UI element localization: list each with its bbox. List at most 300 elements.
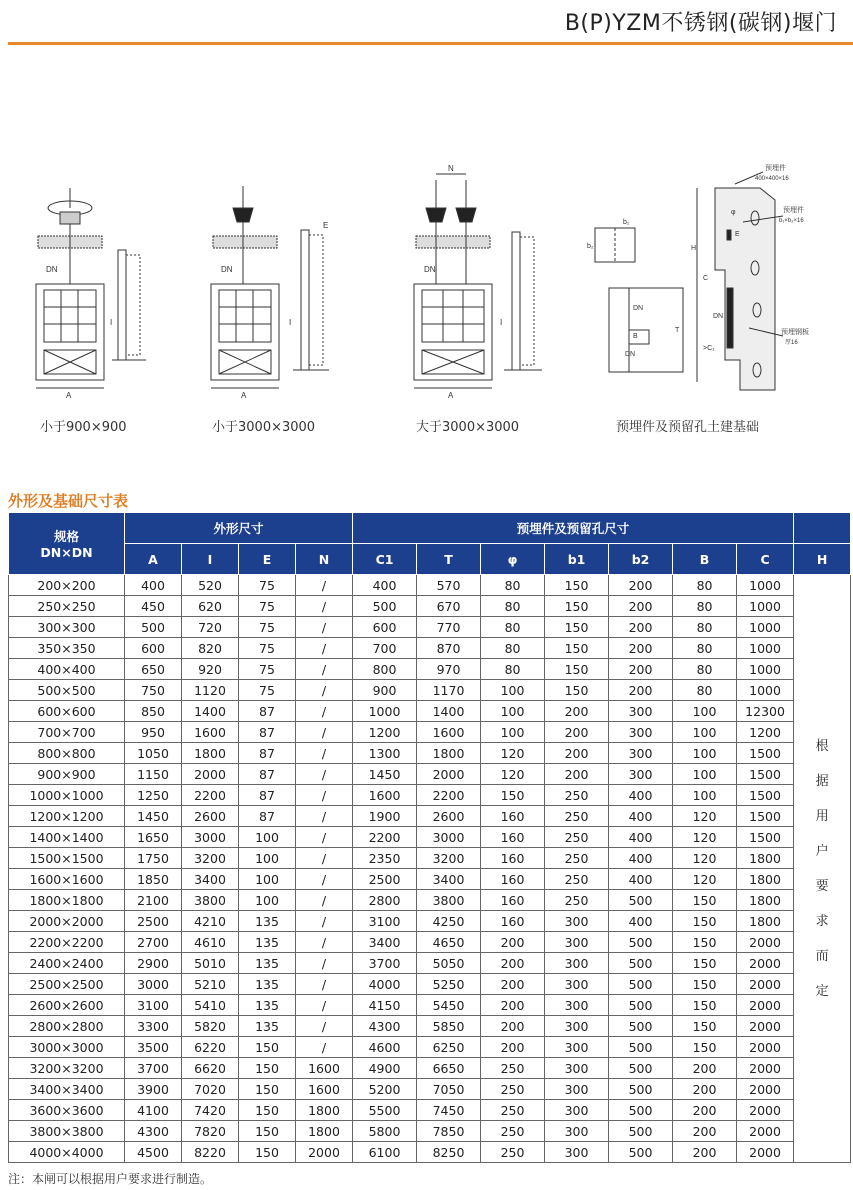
value-cell: 200 xyxy=(673,1142,737,1163)
value-cell: 7020 xyxy=(182,1079,239,1100)
label-plate-size: 厚16 xyxy=(785,340,798,346)
spec-cell: 250×250 xyxy=(9,596,125,617)
value-cell: 135 xyxy=(239,911,296,932)
value-cell: 75 xyxy=(239,575,296,596)
value-cell: 300 xyxy=(545,1037,609,1058)
spec-cell: 3600×3600 xyxy=(9,1100,125,1121)
diagram-foundation xyxy=(585,160,815,400)
value-cell: 120 xyxy=(481,764,545,785)
table-row xyxy=(9,638,851,659)
col-header-a: A xyxy=(125,544,182,575)
table-row xyxy=(9,764,851,785)
spec-cell: 3000×3000 xyxy=(9,1037,125,1058)
value-cell: / xyxy=(296,911,353,932)
table-row xyxy=(9,974,851,995)
value-cell: 4150 xyxy=(353,995,417,1016)
value-cell: 100 xyxy=(673,785,737,806)
value-cell: 200 xyxy=(481,995,545,1016)
value-cell: 2000 xyxy=(737,1058,794,1079)
value-cell: 150 xyxy=(239,1142,296,1163)
value-cell: 100 xyxy=(481,680,545,701)
value-cell: 1800 xyxy=(737,890,794,911)
value-cell: 2200 xyxy=(417,785,481,806)
value-cell: 1500 xyxy=(737,743,794,764)
value-cell: / xyxy=(296,722,353,743)
group-outer-header: 外形尺寸 xyxy=(125,513,353,544)
value-cell: 500 xyxy=(609,974,673,995)
value-cell: 2900 xyxy=(125,953,182,974)
spec-cell: 600×600 xyxy=(9,701,125,722)
value-cell: 1000 xyxy=(737,680,794,701)
table-row xyxy=(9,1100,851,1121)
spec-header xyxy=(9,513,125,575)
value-cell: 3400 xyxy=(417,869,481,890)
value-cell: 770 xyxy=(417,617,481,638)
value-cell: 2000 xyxy=(737,1016,794,1037)
value-cell: 2000 xyxy=(737,953,794,974)
table-row xyxy=(9,953,851,974)
value-cell: 100 xyxy=(673,701,737,722)
value-cell: 400 xyxy=(609,869,673,890)
label-dn: DN xyxy=(221,265,233,274)
label-i: I xyxy=(500,318,503,327)
label-dn: DN xyxy=(46,265,58,274)
value-cell: / xyxy=(296,848,353,869)
value-cell: 100 xyxy=(239,890,296,911)
value-cell: 150 xyxy=(545,596,609,617)
value-cell: 2000 xyxy=(417,764,481,785)
value-cell: 200 xyxy=(609,680,673,701)
value-cell: 250 xyxy=(545,806,609,827)
value-cell: 80 xyxy=(673,680,737,701)
value-cell: 300 xyxy=(545,911,609,932)
value-cell: 4600 xyxy=(353,1037,417,1058)
value-cell: 1200 xyxy=(737,722,794,743)
spec-table xyxy=(8,512,851,1163)
spec-cell: 200×200 xyxy=(9,575,125,596)
value-cell: 80 xyxy=(673,575,737,596)
value-cell: 80 xyxy=(673,638,737,659)
value-cell: / xyxy=(296,659,353,680)
value-cell: 80 xyxy=(481,596,545,617)
value-cell: 250 xyxy=(481,1100,545,1121)
spec-cell: 800×800 xyxy=(9,743,125,764)
value-cell: 2000 xyxy=(737,1037,794,1058)
value-cell: 100 xyxy=(673,722,737,743)
value-cell: 3400 xyxy=(182,869,239,890)
value-cell: 700 xyxy=(353,638,417,659)
value-cell: 120 xyxy=(673,806,737,827)
value-cell: 2500 xyxy=(125,911,182,932)
value-cell: 920 xyxy=(182,659,239,680)
value-cell: 160 xyxy=(481,806,545,827)
value-cell: 4650 xyxy=(417,932,481,953)
value-cell: 1000 xyxy=(737,575,794,596)
value-cell: 2000 xyxy=(296,1142,353,1163)
value-cell: 4000 xyxy=(353,974,417,995)
value-cell: 100 xyxy=(673,764,737,785)
value-cell: / xyxy=(296,785,353,806)
value-cell: 300 xyxy=(609,764,673,785)
header-rule xyxy=(8,42,853,45)
value-cell: 160 xyxy=(481,911,545,932)
caption-small-gate: 小于900×900 xyxy=(40,420,127,435)
spec-cell: 2800×2800 xyxy=(9,1016,125,1037)
label-a: A xyxy=(66,391,72,400)
value-cell: 1050 xyxy=(125,743,182,764)
value-cell: 1000 xyxy=(737,596,794,617)
value-cell: / xyxy=(296,764,353,785)
value-cell: 1800 xyxy=(296,1100,353,1121)
value-cell: 4300 xyxy=(125,1121,182,1142)
col-header-e: E xyxy=(239,544,296,575)
value-cell: 7050 xyxy=(417,1079,481,1100)
value-cell: 400 xyxy=(609,848,673,869)
value-cell: / xyxy=(296,596,353,617)
value-cell: 80 xyxy=(673,617,737,638)
spec-cell: 1400×1400 xyxy=(9,827,125,848)
value-cell: / xyxy=(296,1037,353,1058)
value-cell: 3200 xyxy=(417,848,481,869)
value-cell: 100 xyxy=(481,722,545,743)
value-cell: 850 xyxy=(125,701,182,722)
label-t: T xyxy=(675,327,680,334)
value-cell: 1800 xyxy=(737,869,794,890)
spec-cell: 1200×1200 xyxy=(9,806,125,827)
value-cell: 2000 xyxy=(737,1121,794,1142)
value-cell: 500 xyxy=(609,1100,673,1121)
diagram-medium-gate xyxy=(205,160,345,400)
value-cell: 7450 xyxy=(417,1100,481,1121)
spec-cell: 1600×1600 xyxy=(9,869,125,890)
table-row xyxy=(9,1058,851,1079)
value-cell: 200 xyxy=(673,1100,737,1121)
value-cell: 300 xyxy=(545,1142,609,1163)
label-embed-mid: 预埋件 xyxy=(783,207,804,214)
value-cell: 5210 xyxy=(182,974,239,995)
value-cell: 870 xyxy=(417,638,481,659)
value-cell: 200 xyxy=(609,638,673,659)
value-cell: 250 xyxy=(545,890,609,911)
value-cell: / xyxy=(296,806,353,827)
label-dn-bottom: DN xyxy=(625,351,636,358)
value-cell: 200 xyxy=(673,1079,737,1100)
value-cell: 1200 xyxy=(353,722,417,743)
value-cell: 500 xyxy=(609,1079,673,1100)
value-cell: 1800 xyxy=(417,743,481,764)
value-cell: 2100 xyxy=(125,890,182,911)
spec-cell: 1500×1500 xyxy=(9,848,125,869)
value-cell: 500 xyxy=(609,995,673,1016)
value-cell: 2700 xyxy=(125,932,182,953)
value-cell: 7820 xyxy=(182,1121,239,1142)
spec-cell: 2400×2400 xyxy=(9,953,125,974)
value-cell: 3100 xyxy=(353,911,417,932)
label-plate: 预埋钢板 xyxy=(781,329,809,336)
value-cell: 4500 xyxy=(125,1142,182,1163)
value-cell: / xyxy=(296,617,353,638)
value-cell: 87 xyxy=(239,743,296,764)
value-cell: 3000 xyxy=(182,827,239,848)
value-cell: 1120 xyxy=(182,680,239,701)
value-cell: 200 xyxy=(545,743,609,764)
spec-header-sub: DN×DN xyxy=(40,545,93,560)
table-row xyxy=(9,1121,851,1142)
section-title: 外形及基础尺寸表 xyxy=(8,492,129,510)
spec-cell: 4000×4000 xyxy=(9,1142,125,1163)
value-cell: 3100 xyxy=(125,995,182,1016)
caption-foundation: 预埋件及预留孔土建基础 xyxy=(616,420,760,435)
value-cell: 750 xyxy=(125,680,182,701)
value-cell: 200 xyxy=(609,659,673,680)
col-header-b1: b1 xyxy=(545,544,609,575)
label-n: N xyxy=(448,164,454,173)
value-cell: 2000 xyxy=(182,764,239,785)
value-cell: 300 xyxy=(545,932,609,953)
value-cell: 6100 xyxy=(353,1142,417,1163)
value-cell: 200 xyxy=(545,764,609,785)
value-cell: 2500 xyxy=(353,869,417,890)
value-cell: 150 xyxy=(673,1016,737,1037)
value-cell: 2800 xyxy=(353,890,417,911)
value-cell: 1800 xyxy=(182,743,239,764)
value-cell: 135 xyxy=(239,1016,296,1037)
value-cell: 1800 xyxy=(296,1121,353,1142)
label-embed-top-size: 400×400×16 xyxy=(755,176,789,182)
col-header-c: C xyxy=(737,544,794,575)
value-cell: 87 xyxy=(239,785,296,806)
spec-cell: 500×500 xyxy=(9,680,125,701)
value-cell: 150 xyxy=(673,953,737,974)
value-cell: 500 xyxy=(609,932,673,953)
value-cell: / xyxy=(296,869,353,890)
h-header-blank xyxy=(794,513,851,544)
table-row xyxy=(9,722,851,743)
value-cell: 8250 xyxy=(417,1142,481,1163)
value-cell: 1000 xyxy=(737,617,794,638)
value-cell: 150 xyxy=(673,932,737,953)
table-row xyxy=(9,848,851,869)
value-cell: 120 xyxy=(673,827,737,848)
value-cell: 2000 xyxy=(737,1079,794,1100)
value-cell: 670 xyxy=(417,596,481,617)
value-cell: 200 xyxy=(609,596,673,617)
value-cell: 1250 xyxy=(125,785,182,806)
value-cell: 75 xyxy=(239,680,296,701)
spec-cell: 2000×2000 xyxy=(9,911,125,932)
value-cell: 100 xyxy=(239,848,296,869)
label-e: E xyxy=(323,221,329,230)
value-cell: 500 xyxy=(609,1058,673,1079)
value-cell: 80 xyxy=(481,638,545,659)
value-cell: 300 xyxy=(545,1079,609,1100)
label-b2: b₂ xyxy=(587,243,594,250)
value-cell: 400 xyxy=(609,806,673,827)
value-cell: / xyxy=(296,701,353,722)
table-row xyxy=(9,806,851,827)
col-header-b2: b2 xyxy=(609,544,673,575)
value-cell: 87 xyxy=(239,764,296,785)
value-cell: 5050 xyxy=(417,953,481,974)
value-cell: 75 xyxy=(239,617,296,638)
value-cell: / xyxy=(296,827,353,848)
label-b: B xyxy=(633,333,638,340)
value-cell: 200 xyxy=(481,974,545,995)
value-cell: 300 xyxy=(545,995,609,1016)
value-cell: / xyxy=(296,974,353,995)
col-header-phi: φ xyxy=(481,544,545,575)
spec-cell: 350×350 xyxy=(9,638,125,659)
value-cell: 1600 xyxy=(353,785,417,806)
value-cell: 135 xyxy=(239,974,296,995)
value-cell: 1500 xyxy=(737,764,794,785)
value-cell: 2000 xyxy=(737,1100,794,1121)
value-cell: 2000 xyxy=(737,974,794,995)
value-cell: 200 xyxy=(673,1058,737,1079)
value-cell: 200 xyxy=(481,953,545,974)
value-cell: 1900 xyxy=(353,806,417,827)
value-cell: / xyxy=(296,890,353,911)
value-cell: 500 xyxy=(609,1037,673,1058)
value-cell: 300 xyxy=(545,1016,609,1037)
value-cell: 135 xyxy=(239,932,296,953)
value-cell: 500 xyxy=(609,890,673,911)
value-cell: 3900 xyxy=(125,1079,182,1100)
value-cell: 4900 xyxy=(353,1058,417,1079)
value-cell: 3800 xyxy=(417,890,481,911)
value-cell: 300 xyxy=(545,1121,609,1142)
value-cell: 1500 xyxy=(737,827,794,848)
page-header xyxy=(0,0,853,46)
value-cell: 80 xyxy=(673,659,737,680)
value-cell: 120 xyxy=(673,869,737,890)
value-cell: 250 xyxy=(481,1121,545,1142)
table-row xyxy=(9,617,851,638)
value-cell: 300 xyxy=(545,1100,609,1121)
value-cell: 75 xyxy=(239,596,296,617)
value-cell: 300 xyxy=(545,1058,609,1079)
label-c1: >C₁ xyxy=(703,345,715,352)
value-cell: 5850 xyxy=(417,1016,481,1037)
spec-cell: 3200×3200 xyxy=(9,1058,125,1079)
value-cell: 1000 xyxy=(353,701,417,722)
table-row xyxy=(9,743,851,764)
label-a: A xyxy=(241,391,247,400)
spec-table-body xyxy=(9,575,851,1163)
value-cell: 1450 xyxy=(125,806,182,827)
spec-cell: 3400×3400 xyxy=(9,1079,125,1100)
value-cell: 5250 xyxy=(417,974,481,995)
value-cell: 2200 xyxy=(353,827,417,848)
value-cell: 950 xyxy=(125,722,182,743)
value-cell: / xyxy=(296,1016,353,1037)
value-cell: 80 xyxy=(481,659,545,680)
value-cell: 4210 xyxy=(182,911,239,932)
value-cell: 200 xyxy=(545,722,609,743)
spec-cell: 1000×1000 xyxy=(9,785,125,806)
value-cell: 500 xyxy=(353,596,417,617)
value-cell: 200 xyxy=(481,932,545,953)
value-cell: 120 xyxy=(673,848,737,869)
value-cell: 1150 xyxy=(125,764,182,785)
spec-cell: 2600×2600 xyxy=(9,995,125,1016)
value-cell: 150 xyxy=(239,1121,296,1142)
value-cell: 500 xyxy=(125,617,182,638)
value-cell: 500 xyxy=(609,1121,673,1142)
value-cell: 250 xyxy=(481,1142,545,1163)
value-cell: 1000 xyxy=(737,659,794,680)
value-cell: 400 xyxy=(609,911,673,932)
value-cell: 1600 xyxy=(296,1058,353,1079)
value-cell: 87 xyxy=(239,701,296,722)
value-cell: 4610 xyxy=(182,932,239,953)
value-cell: 12300 xyxy=(737,701,794,722)
value-cell: 7850 xyxy=(417,1121,481,1142)
col-header-t: T xyxy=(417,544,481,575)
value-cell: 3500 xyxy=(125,1037,182,1058)
table-row xyxy=(9,659,851,680)
value-cell: 1600 xyxy=(417,722,481,743)
value-cell: 80 xyxy=(481,617,545,638)
value-cell: 300 xyxy=(545,953,609,974)
value-cell: 1500 xyxy=(737,806,794,827)
value-cell: 75 xyxy=(239,659,296,680)
value-cell: 200 xyxy=(673,1121,737,1142)
col-header-c1: C1 xyxy=(353,544,417,575)
value-cell: 250 xyxy=(545,785,609,806)
value-cell: 80 xyxy=(481,575,545,596)
value-cell: 150 xyxy=(673,1037,737,1058)
value-cell: 5450 xyxy=(417,995,481,1016)
value-cell: 820 xyxy=(182,638,239,659)
value-cell: 800 xyxy=(353,659,417,680)
value-cell: 600 xyxy=(353,617,417,638)
value-cell: 150 xyxy=(239,1079,296,1100)
value-cell: 250 xyxy=(545,848,609,869)
value-cell: 150 xyxy=(239,1058,296,1079)
value-cell: 100 xyxy=(481,701,545,722)
value-cell: 250 xyxy=(481,1079,545,1100)
value-cell: 5500 xyxy=(353,1100,417,1121)
value-cell: 160 xyxy=(481,827,545,848)
value-cell: 150 xyxy=(239,1100,296,1121)
col-header-n: N xyxy=(296,544,353,575)
value-cell: 3400 xyxy=(353,932,417,953)
value-cell: 400 xyxy=(609,785,673,806)
table-row xyxy=(9,827,851,848)
table-row xyxy=(9,1016,851,1037)
h-note-cell xyxy=(794,575,851,1163)
label-i: I xyxy=(289,318,292,327)
value-cell: / xyxy=(296,575,353,596)
value-cell: 1300 xyxy=(353,743,417,764)
table-row xyxy=(9,1142,851,1163)
value-cell: 720 xyxy=(182,617,239,638)
value-cell: 300 xyxy=(609,743,673,764)
label-e: E xyxy=(735,231,740,238)
value-cell: 1450 xyxy=(353,764,417,785)
value-cell: 1500 xyxy=(737,785,794,806)
value-cell: 250 xyxy=(545,827,609,848)
value-cell: 1800 xyxy=(737,848,794,869)
value-cell: 2000 xyxy=(737,995,794,1016)
value-cell: 160 xyxy=(481,848,545,869)
caption-medium-gate: 小于3000×3000 xyxy=(212,420,316,435)
value-cell: 6620 xyxy=(182,1058,239,1079)
table-row xyxy=(9,869,851,890)
value-cell: 1600 xyxy=(296,1079,353,1100)
group-embed-header: 预埋件及预留孔尺寸 xyxy=(353,513,794,544)
